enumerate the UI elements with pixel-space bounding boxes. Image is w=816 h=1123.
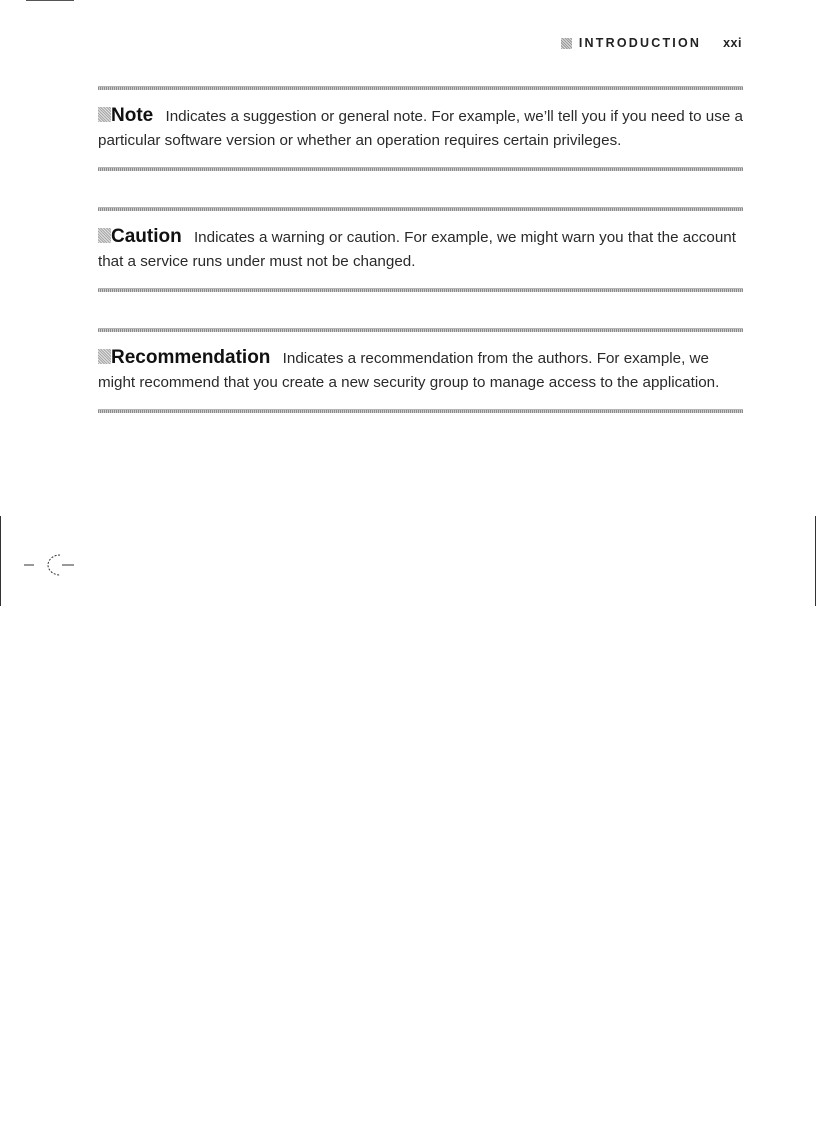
callout-text: Indicates a warning or caution. For example, we might warn you that the account that a service runs under must not be changed. bbox=[98, 229, 736, 270]
callout-text: Indicates a recommendation from the authors. For example, we might recommend that you create a new security group to manage access to the application. bbox=[98, 350, 720, 391]
callout-label: Caution bbox=[111, 226, 182, 247]
callout-recommendation bbox=[98, 328, 743, 413]
note-marker-icon bbox=[98, 107, 111, 122]
running-head bbox=[561, 36, 742, 50]
section-title: INTRODUCTION bbox=[578, 36, 702, 50]
registration-mark-icon bbox=[24, 550, 74, 580]
crop-mark-top bbox=[26, 0, 74, 1]
caution-marker-icon bbox=[98, 228, 111, 243]
callout-bottom-rule bbox=[98, 288, 743, 292]
callout-label: Recommendation bbox=[111, 347, 271, 368]
callout-caution bbox=[98, 207, 743, 292]
left-edge-tick bbox=[0, 516, 1, 606]
callout-bottom-rule bbox=[98, 167, 743, 171]
section-marker-icon bbox=[561, 38, 572, 49]
callout-bottom-rule bbox=[98, 409, 743, 413]
callout-label: Note bbox=[111, 105, 154, 126]
callout-body bbox=[98, 211, 743, 288]
page-number: xxi bbox=[723, 36, 742, 50]
callout-note bbox=[98, 86, 743, 171]
callout-body bbox=[98, 90, 743, 167]
callout-text: Indicates a suggestion or general note. For example, we’ll tell you if you need to use a particular software version or whether an operation requires certain privileges. bbox=[98, 108, 743, 149]
recommendation-marker-icon bbox=[98, 349, 111, 364]
callout-body bbox=[98, 332, 743, 409]
